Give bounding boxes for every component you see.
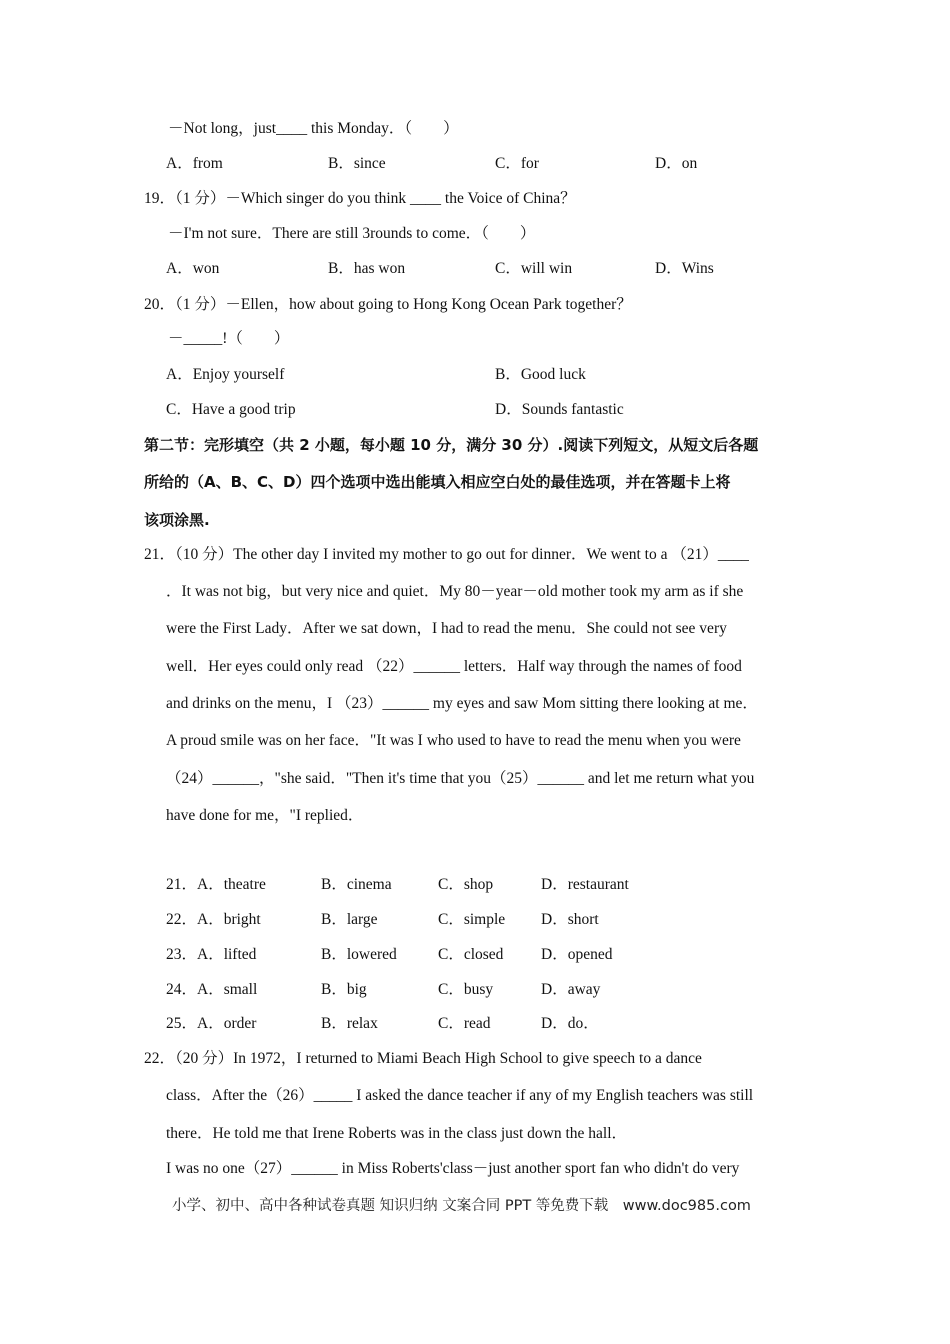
q18-option-c: C．for	[495, 155, 539, 172]
choice-25-b: B．relax	[321, 1015, 378, 1032]
q21-line-5: and drinks on the menu，I （23）______ my eyes and saw Mom sitting there looking at me．	[166, 695, 758, 712]
q21-line-3: were the First Lady．After we sat down，I had to read the menu．She could not see very	[166, 620, 727, 637]
choice-24-d: D．away	[541, 981, 601, 998]
q19-stem: 19．（1 分）－Which singer do you think ____ the Voice of China？	[144, 190, 576, 207]
q20-option-b: B．Good luck	[495, 366, 586, 383]
choice-21-b: B．cinema	[321, 876, 392, 893]
choice-23-b: B．lowered	[321, 946, 397, 963]
choice-23-c: C．closed	[438, 946, 504, 963]
q22-line-4: I was no one（27）______ in Miss Roberts'class－just another sport fan who didn't do very	[166, 1160, 740, 1177]
q20-answer-line: －_____!（ ）	[168, 330, 290, 347]
q20-option-a: A．Enjoy yourself	[166, 366, 285, 383]
q19-option-b: B．has won	[328, 260, 406, 277]
q22-line-1: 22．（20 分）In 1972，I returned to Miami Beach High School to give speech to a dance	[144, 1050, 702, 1067]
choice-22-b: B．large	[321, 911, 378, 928]
choice-25-a: 25．A．order	[166, 1015, 257, 1032]
q22-line-3: there．He told me that Irene Roberts was in the class just down the hall．	[166, 1125, 628, 1142]
q19-option-a: A．won	[166, 260, 220, 277]
q20-option-c: C．Have a good trip	[166, 401, 296, 418]
q21-line-7: （24）______，"she said．"Then it's time that you（25）______ and let me return what you	[166, 770, 755, 787]
q20-stem: 20．（1 分）－Ellen，how about going to Hong Kong Ocean Park together？	[144, 296, 632, 313]
choice-25-d: D．do．	[541, 1015, 599, 1032]
q21-line-8: have done for me，"I replied．	[166, 807, 364, 824]
choice-21-d: D．restaurant	[541, 876, 629, 893]
section2-line-1: 第二节：完形填空（共 2 小题，每小题 10 分，满分 30 分）.阅读下列短文，从短文后各题	[144, 436, 759, 454]
q19-answer-line: －I'm not sure．There are still 3rounds to come．（ ）	[168, 225, 536, 242]
section2-line-3: 该项涂黑.	[144, 511, 210, 529]
choice-21-a: 21．A．theatre	[166, 876, 266, 893]
choice-23-a: 23．A．lifted	[166, 946, 257, 963]
q22-line-2: class．After the（26）_____ I asked the dance teacher if any of my English teachers was still	[166, 1087, 754, 1104]
choice-22-a: 22．A．bright	[166, 911, 261, 928]
choice-25-c: C．read	[438, 1015, 491, 1032]
q18-option-b: B．since	[328, 155, 386, 172]
q21-line-2: ．It was not big，but very nice and quiet．My 80－year－old mother took my arm as if she	[166, 583, 744, 600]
footer-download-note: 小学、初中、高中各种试卷真题 知识归纳 文案合同 PPT 等免费下载 www.doc985.com	[172, 1198, 751, 1214]
choice-24-c: C．busy	[438, 981, 494, 998]
choice-23-d: D．opened	[541, 946, 613, 963]
q19-option-d: D．Wins	[655, 260, 714, 277]
q21-line-6: A proud smile was on her face．"It was I who used to have to read the menu when you were	[166, 732, 741, 749]
choice-24-b: B．big	[321, 981, 367, 998]
choice-22-d: D．short	[541, 911, 599, 928]
choice-22-c: C．simple	[438, 911, 506, 928]
choice-24-a: 24．A．small	[166, 981, 258, 998]
q18-answer-line: －Not long，just____ this Monday．（ ）	[168, 120, 459, 137]
q18-option-d: D．on	[655, 155, 698, 172]
q21-line-4: well．Her eyes could only read （22）______ letters．Half way through the names of food	[166, 658, 742, 675]
q21-line-1: 21．（10 分）The other day I invited my mother to go out for dinner．We went to a （21）____	[144, 546, 749, 563]
q18-option-a: A．from	[166, 155, 223, 172]
choice-21-c: C．shop	[438, 876, 494, 893]
section2-line-2: 所给的（A、B、C、D）四个选项中选出能填入相应空白处的最佳选项，并在答题卡上将	[144, 473, 731, 491]
q20-option-d: D．Sounds fantastic	[495, 401, 624, 418]
q19-option-c: C．will win	[495, 260, 573, 277]
